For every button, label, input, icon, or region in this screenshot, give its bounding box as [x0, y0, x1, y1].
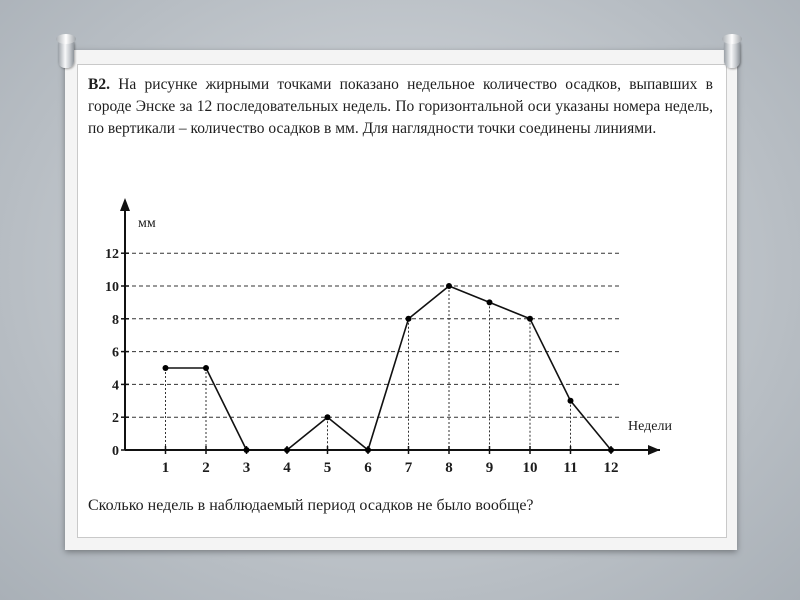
- data-point-week-2: [203, 365, 209, 371]
- series-line: [166, 286, 612, 450]
- data-point-week-10: [527, 316, 533, 322]
- x-tick-label-2: 2: [202, 460, 210, 476]
- y-tick-label-8: 8: [112, 312, 119, 328]
- data-point-week-1: [163, 365, 169, 371]
- data-point-week-11: [568, 398, 574, 404]
- data-point-week-8: [446, 283, 452, 289]
- x-tick-label-12: 12: [603, 460, 619, 476]
- y-axis-label: мм: [138, 216, 156, 231]
- x-tick-label-11: 11: [563, 460, 578, 476]
- x-tick-label-4: 4: [283, 460, 291, 476]
- x-tick-label-3: 3: [242, 460, 251, 476]
- x-tick-label-1: 1: [161, 460, 170, 476]
- question-text: Сколько недель в наблюдаемый период осадков не было вообще?: [88, 497, 534, 514]
- data-point-week-12: [608, 447, 614, 453]
- y-tick-label-6: 6: [112, 345, 119, 361]
- x-tick-label-7: 7: [404, 460, 413, 476]
- data-point-week-6: [365, 447, 371, 453]
- data-point-week-3: [244, 447, 250, 453]
- y-tick-label-10: 10: [105, 280, 119, 295]
- y-tick-label-4: 4: [112, 378, 119, 394]
- x-axis-label: Недели: [628, 419, 672, 434]
- y-tick-label-0: 0: [112, 444, 119, 459]
- x-tick-label-10: 10: [522, 460, 538, 476]
- x-tick-label-8: 8: [445, 460, 453, 476]
- data-point-week-4: [284, 447, 290, 453]
- x-tick-label-5: 5: [323, 460, 332, 476]
- problem-number: B2.: [88, 76, 110, 93]
- data-point-week-9: [487, 299, 493, 305]
- x-axis-arrow-icon: [648, 445, 660, 455]
- y-tick-label-2: 2: [112, 411, 119, 427]
- y-axis-arrow-icon: [120, 198, 130, 211]
- data-point-week-5: [325, 414, 331, 420]
- y-tick-label-12: 12: [105, 247, 119, 263]
- data-point-week-7: [406, 316, 412, 322]
- axes: [120, 198, 660, 455]
- grid-lines: [125, 253, 619, 417]
- data-points: [163, 283, 615, 453]
- precipitation-line: [166, 286, 612, 450]
- x-tick-label-9: 9: [485, 460, 494, 476]
- x-tick-label-6: 6: [364, 460, 372, 476]
- problem-text: На рисунке жирными точками показано недельное количество осадков, выпавших в городе Энске за 12 последовательных недель. По горизонтальной оси указаны номера недель, по вертикали – количество осадков в мм. Для наглядности точки соединены линиями.: [88, 76, 713, 137]
- tick-labels: [105, 216, 672, 476]
